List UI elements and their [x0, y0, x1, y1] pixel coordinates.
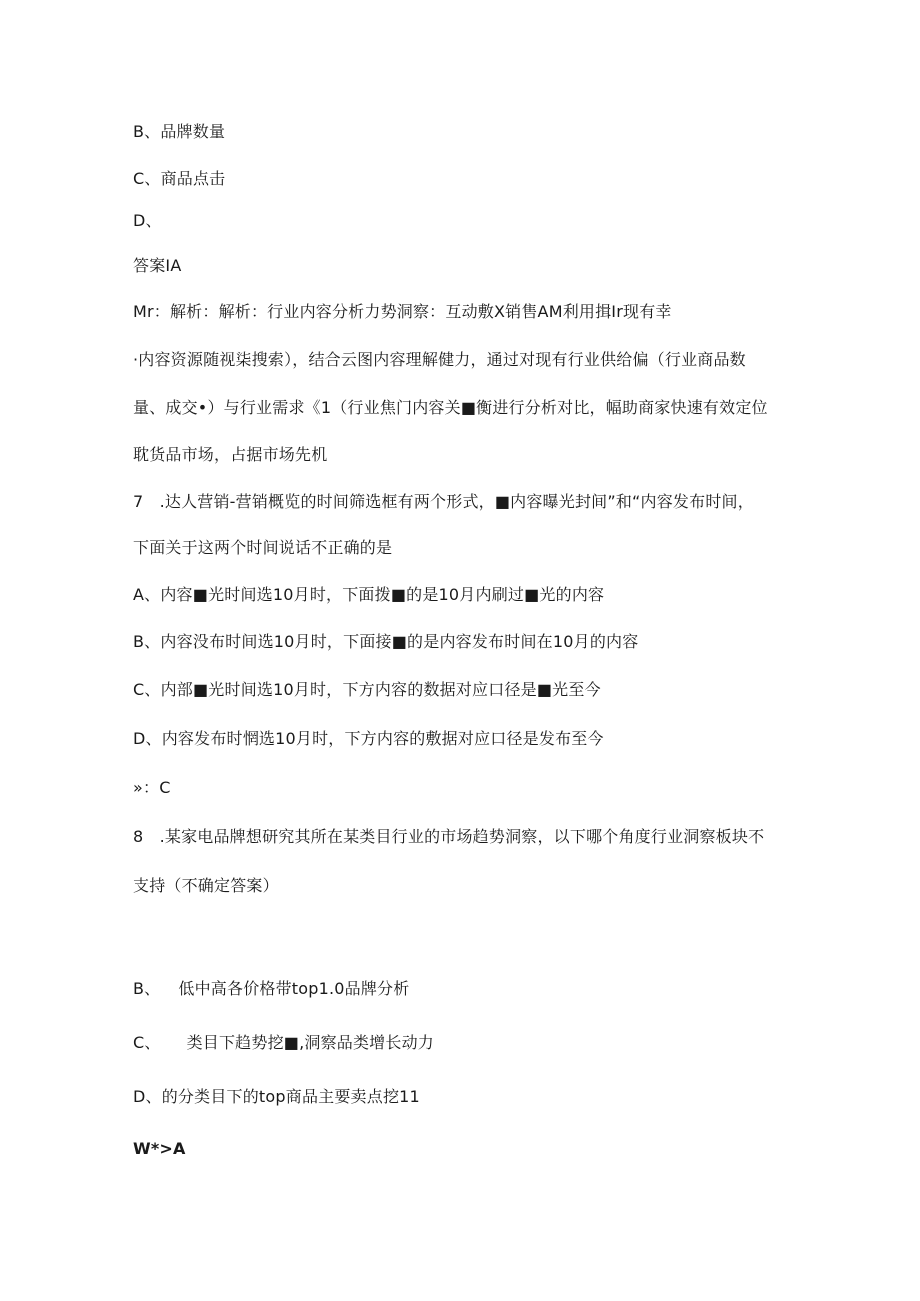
q7-answer: »：C [133, 778, 171, 797]
question-8-line-1: 8 .某家电品牌想研究其所在某类目行业的市场趋势洞察，以下哪个角度行业洞察板块不 [133, 827, 765, 846]
q7-option-a: A、内容■光时间选10月时，下面拨■的是10月内刷过■光的内容 [133, 585, 605, 604]
analysis-line-1: Mr：解析：解析：行业内容分析力势洞察：互动敷X销售AM利用揖Ir现有幸 [133, 302, 672, 321]
q8-option-b-label: B、 [133, 979, 161, 998]
question-8-line-2: 支持（不确定答案） [133, 876, 279, 895]
q8-option-b [133, 978, 409, 1000]
option-d-line: D、 [133, 211, 162, 230]
q8-option-b-text: 低中高各价格带top1.0品牌分析 [178, 979, 410, 998]
question-7-line-2: 下面关于这两个时间说话不正确的是 [133, 538, 393, 557]
q8-option-c [133, 1032, 434, 1054]
q8-option-c-text: 类目下趋势挖■,洞察品类增长动力 [186, 1033, 434, 1052]
analysis-line-4: 耽货品市场，占据市场先机 [133, 445, 328, 464]
q8-option-c-label: C、 [133, 1033, 161, 1052]
q8-option-d: D、的分类目下的top商品主要卖点挖11 [133, 1087, 420, 1106]
answer-line: 答案IA [133, 256, 182, 275]
q7-option-d: D、内容发布时惘选10月时，下方内容的敷据对应口径是发布至今 [133, 729, 604, 748]
q7-option-c: C、内部■光时间选10月时，下方内容的数据对应口径是■光至今 [133, 680, 601, 699]
q7-option-b: B、内容没布时间选10月时，下面接■的是内容发布时间在10月的内容 [133, 632, 639, 651]
analysis-line-2: ·内容资源随视柒搜索），结合云图内容理解健力，通过对现有行业供给偏（行业商品数 [133, 350, 746, 369]
option-b-line: B、品牌数量 [133, 122, 226, 141]
option-c-line: C、商品点击 [133, 169, 226, 188]
analysis-line-3: 量、成交•）与行业需求《1（行业焦门内容关■衡进行分析对比，幅助商家快速有效定位 [133, 398, 768, 417]
question-7-line-1: 7 .达人营销-营销概览的时间筛选框有两个形式，■内容曝光封间”和“内容发布时间， [133, 492, 754, 511]
q8-answer: W*>A [133, 1139, 186, 1158]
